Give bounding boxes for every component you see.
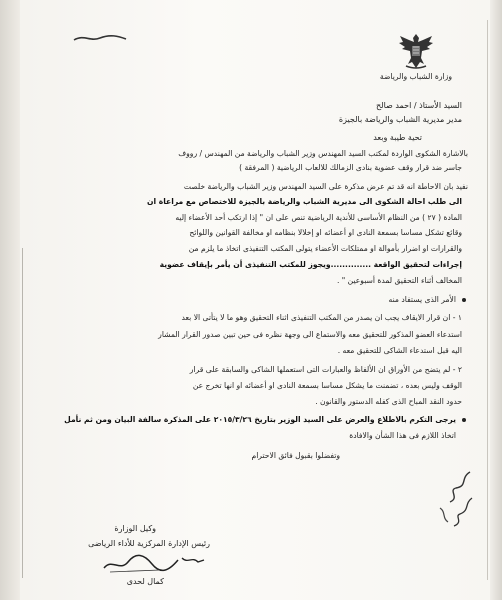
signature-line-1: وكيل الوزارة	[114, 524, 156, 533]
signatory-name: كمال لحدى	[126, 577, 164, 586]
eagle-emblem-icon	[396, 28, 436, 72]
scan-border-right	[490, 0, 502, 600]
point2-line-1: ٢ - لم يتضح من الأوراق ان الألفاظ والعبارات التى استعملها الشاكى والسابقة على قرار	[189, 365, 462, 374]
point1-line-1: ١ - ان قرار الايقاف يجب ان يصدر من المكتب التنفيذى اثناء التحقيق وهو ما لا يتأتى الا بعد	[181, 313, 462, 322]
point1-line-3: اليه قبل استدعاء الشاكى للتحقيق معه .	[337, 346, 462, 355]
bullet-marker	[462, 418, 466, 422]
conclusion-label: الأمر الذى يستفاد منه	[388, 295, 456, 304]
ministry-name: وزارة الشباب والرياضة	[379, 72, 452, 81]
request-line-2: اتخاذ اللازم فى هذا الشأن والافادة	[349, 431, 456, 440]
point2-line-2: الوقف وليس بعده ، تضمنت ما يشكل مساسا بسمعة النادى او أعضائه او انها تخرج عن	[192, 381, 462, 390]
handwritten-mark	[70, 30, 130, 44]
request-line-1: يرجى التكرم بالاطلاع والعرض على السيد الوزير بتاريخ ٢٠١٥/٣/٢٦ على المذكرة سالفة البيان ومن ثم نأمل	[64, 415, 456, 424]
closing-phrase: وتفضلوا بقبول فائق الاحترام	[251, 451, 340, 460]
referral-line-3: المادة ( ٢٧ ) من النظام الأساسى للأندية الرياضية تنص على ان " إذا ارتكب أحد الأعضاء إليه	[175, 213, 462, 222]
bullet-marker	[462, 298, 466, 302]
point2-line-3: حدود النقد المباح الذى كفله الدستور والقانون .	[315, 397, 462, 406]
signature-line-2: رئيس الإدارة المركزية للأداء الرياضى	[88, 539, 210, 548]
greeting: تحية طيبة وبعد	[373, 133, 422, 142]
intro-line-1: بالاشارة الشكوى الواردة لمكتب السيد المهندس وزير الشباب والرياضة من المهندس / رووف	[178, 149, 468, 158]
recipient-name: السيد الأستاذ / احمد صالح	[375, 101, 462, 110]
recipient-title: مدير مديرية الشباب والرياضة بالجيزة	[338, 115, 462, 124]
page-edge-line	[487, 20, 488, 580]
point1-line-2: استدعاء العضو المذكور للتحقيق معه والاستماع الى وجهة نظره فى حين تبين صدور القرار المشار	[158, 330, 462, 339]
handwritten-annotation	[420, 468, 480, 538]
handwritten-signature	[100, 550, 210, 576]
referral-line-1: نفيد بان الاحاطة انه قد تم عرض مذكرة على السيد المهندس وزير الشباب والرياضة خلصت	[183, 182, 468, 191]
margin-rule	[22, 248, 23, 578]
referral-line-4: وقائع تشكل مساسا بسمعة النادى او أعضائه او إخلالا بنظامه او مخالفة القوانين واللوائح	[189, 228, 462, 237]
referral-line-6: إجراءات لتحقيق الواقعة ..............ويجوز للمكتب التنفيذى أن يأمر بإيقاف عضوية	[159, 260, 462, 269]
referral-line-2: الى طلب احالة الشكوى الى مديرية الشباب والرياضة بالجيزة للاختصاص مع مراعاة ان	[146, 197, 462, 206]
scan-border-left	[0, 0, 20, 600]
referral-line-7: المخالف أثناء التحقيق لمدة أسبوعين " .	[336, 276, 462, 285]
intro-line-2: جاسر ضد قرار وقف عضوية بنادى الزمالك للالعاب الرياضية ( المرفقة )	[239, 163, 462, 172]
referral-line-5: والقرارات او اضرار بأموالة او ممتلكات الأعضاء يتولى المكتب التنفيذى اتخاذ ما يلزم من	[188, 244, 462, 253]
